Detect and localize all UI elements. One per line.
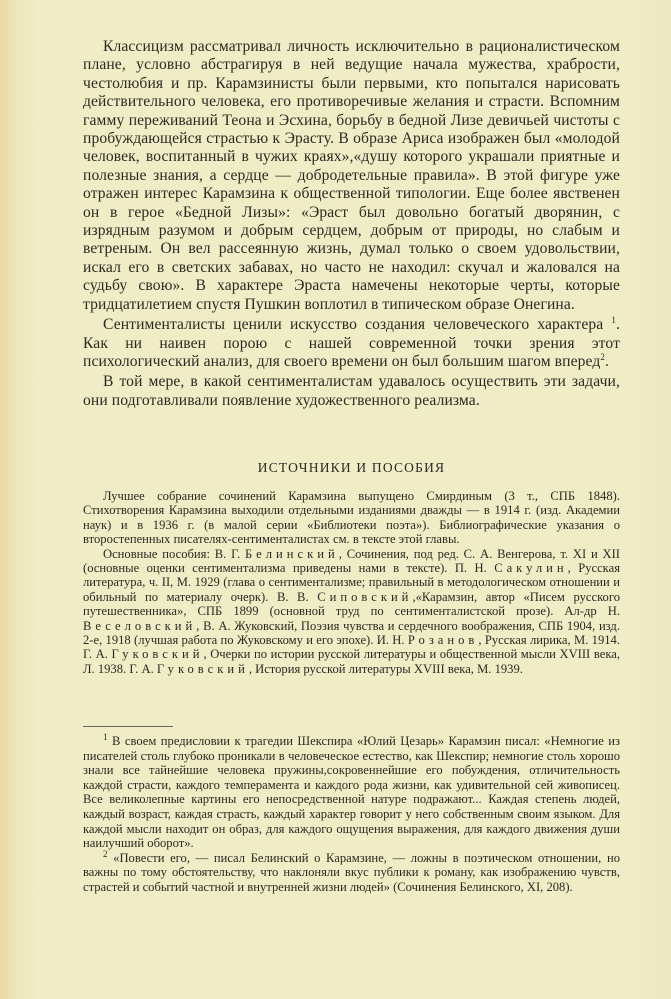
- footnotes-block: [83, 731, 620, 895]
- footnote-2: [83, 848, 620, 895]
- author-name-spaced: Веселовский: [83, 618, 197, 633]
- author-name-spaced: Гуковский: [111, 647, 204, 662]
- text-fragment: , Сочинения, под ред. С. А. Венгерова, т. XI и XII (основные оценки сентиментализма приведены нами в тексте). П. Н.: [83, 546, 620, 576]
- paragraph-sentimentalists-part2: . Как ни наивен порою с нашей современной точки зрения этот психологический анализ, для своего времени он был большим шагом вперед: [83, 316, 620, 370]
- sources-paragraph-main-works: [83, 547, 620, 677]
- sources-block: [83, 489, 620, 676]
- paragraph-classicism: Классицизм рассматривал личность исключительно в рационалистическом плане, условно абстрагируя в ней ведущие начала мужества, храбрости, честолюбия и пр. Карамзинисты были первыми, кто попытался нарисовать действительного человека, его противоречивые желания и страсти. Вспомним гамму переживаний Теона и Эсхина, борьбу в бедной Лизе девичьей чистоты с пробуждающейся страстью к Эрасту. В образе Ариса изображен был «молодой человек, воспитанный в чужих краях»,«душу которого украшали приятные и полезные знания, а сердце — добродетельные правила». В этой фигуре уже отражен интерес Карамзина к общественной типологии. Еще более явственен он в герое «Бедной Лизы»: «Эраст был довольно богатый дворянин, с изрядным разумом и добрым сердцем, добрым от природы, но слабым и ветреным. Он вел рассеянную жизнь, думал только о своем удовольствии, искал его в светских забавах, но часто не находил: скучал и жаловался на судьбу свою». В характере Эраста намечены некоторые черты, которые тридцатилетием спустя Пушкин воплотил в типическом образе Онегина.: [83, 38, 620, 313]
- section-title-sources: ИСТОЧНИКИ И ПОСОБИЯ: [257, 460, 446, 475]
- author-name-spaced: Белинский: [244, 546, 339, 561]
- footnote-ref-2[interactable]: 2: [600, 351, 605, 362]
- paragraph-sentimentalists-part1: Сентименталисты ценили искусство создания человеческого характера: [103, 316, 604, 334]
- text-fragment: , В. А. Жуковский, Поэзия чувства и сердечного воображения, СПБ 1904, изд. 2-е, 1918 (лучшая работа по Жуковскому и его эпохе). И. Н.: [83, 618, 620, 648]
- paragraph-sentimentalists: [83, 316, 620, 371]
- author-name-spaced: Розанов: [407, 633, 479, 648]
- footnote-separator: [83, 726, 173, 727]
- text-fragment: , Очерки по истории русской литературы и общественной мысли XVIII века, Л. 1938. Г. А.: [83, 647, 620, 676]
- author-name-spaced: Гуковский: [156, 661, 249, 676]
- text-fragment: Основные пособия: В. Г.: [103, 546, 245, 561]
- footnote-1: [83, 731, 620, 851]
- paragraph-realism: В той мере, в какой сентименталистам удавалось осуществить эти задачи, они подготавливали появление художественного реализма.: [83, 373, 620, 409]
- text-fragment: ,«Карамзин, автор «Писем русского путешественника», СПБ 1899 (основной труд по сентименталистской прозе). Ал-др Н.: [83, 589, 620, 619]
- footnote-text: В своем предисловии к трагедии Шекспира «Юлий Цезарь» Карамзин писал: «Немногие из писателей столь глубоко проникали в человеческое естество, как Шекспир; немногие столь хорошо знали все тайнейшие человека пружины,сокровеннейшие его побуждения, отличительность каждой страсти, каждого темперамента и каждого рода жизни, как удивительной сей живописец. Все великолепные картины его непосредственной натуре подражают... Каждая степень людей, каждый возраст, каждая страсть, каждый характер говорит у него собственным своим языком. Для каждой мысли находит он образ, для каждого ощущения выражения, для каждого движения души наилучший оборот».: [83, 734, 620, 851]
- footnote-number: 1: [103, 731, 108, 742]
- text-fragment: , История русской литературы XVIII века, М. 1939.: [248, 661, 523, 676]
- main-text-block: [83, 38, 620, 410]
- footnote-number: 2: [103, 848, 108, 859]
- footnote-text: «Повести его, — писал Белинский о Карамзине, — ложны в поэтическом отношении, но важны по тому обстоятельству, что наклоняли вкус публики к роману, как изображению чувств, страстей и событий частной и внутренней жизни людей» (Сочинения Белинского, XI, 208).: [83, 850, 620, 894]
- author-name-spaced: Сакулин: [494, 561, 568, 576]
- text-fragment: , Русская литература, ч. II, М. 1929 (глава о сентиментализме; правильный в методологическом отношении и обильный по материалу очерк). В. В.: [83, 561, 620, 604]
- author-name-spaced: Сиповский: [317, 589, 413, 604]
- text-fragment: , Русская лирика, М. 1914. Г. А.: [83, 633, 620, 662]
- trailing-period: .: [604, 352, 609, 370]
- sources-paragraph-editions: Лучшее собрание сочинений Карамзина выпущено Смирдиным (3 т., СПБ 1848). Стихотворения Карамзина выходили отдельными изданиями дважды — в 1914 г. (изд. Академии наук) и в 1936 г. (в малой серии «Библиотеки поэта»). Библиографические указания о второстепенных писателях-сентименталистах см. в тексте этой главы.: [83, 489, 620, 547]
- footnote-ref-1[interactable]: 1: [611, 314, 616, 325]
